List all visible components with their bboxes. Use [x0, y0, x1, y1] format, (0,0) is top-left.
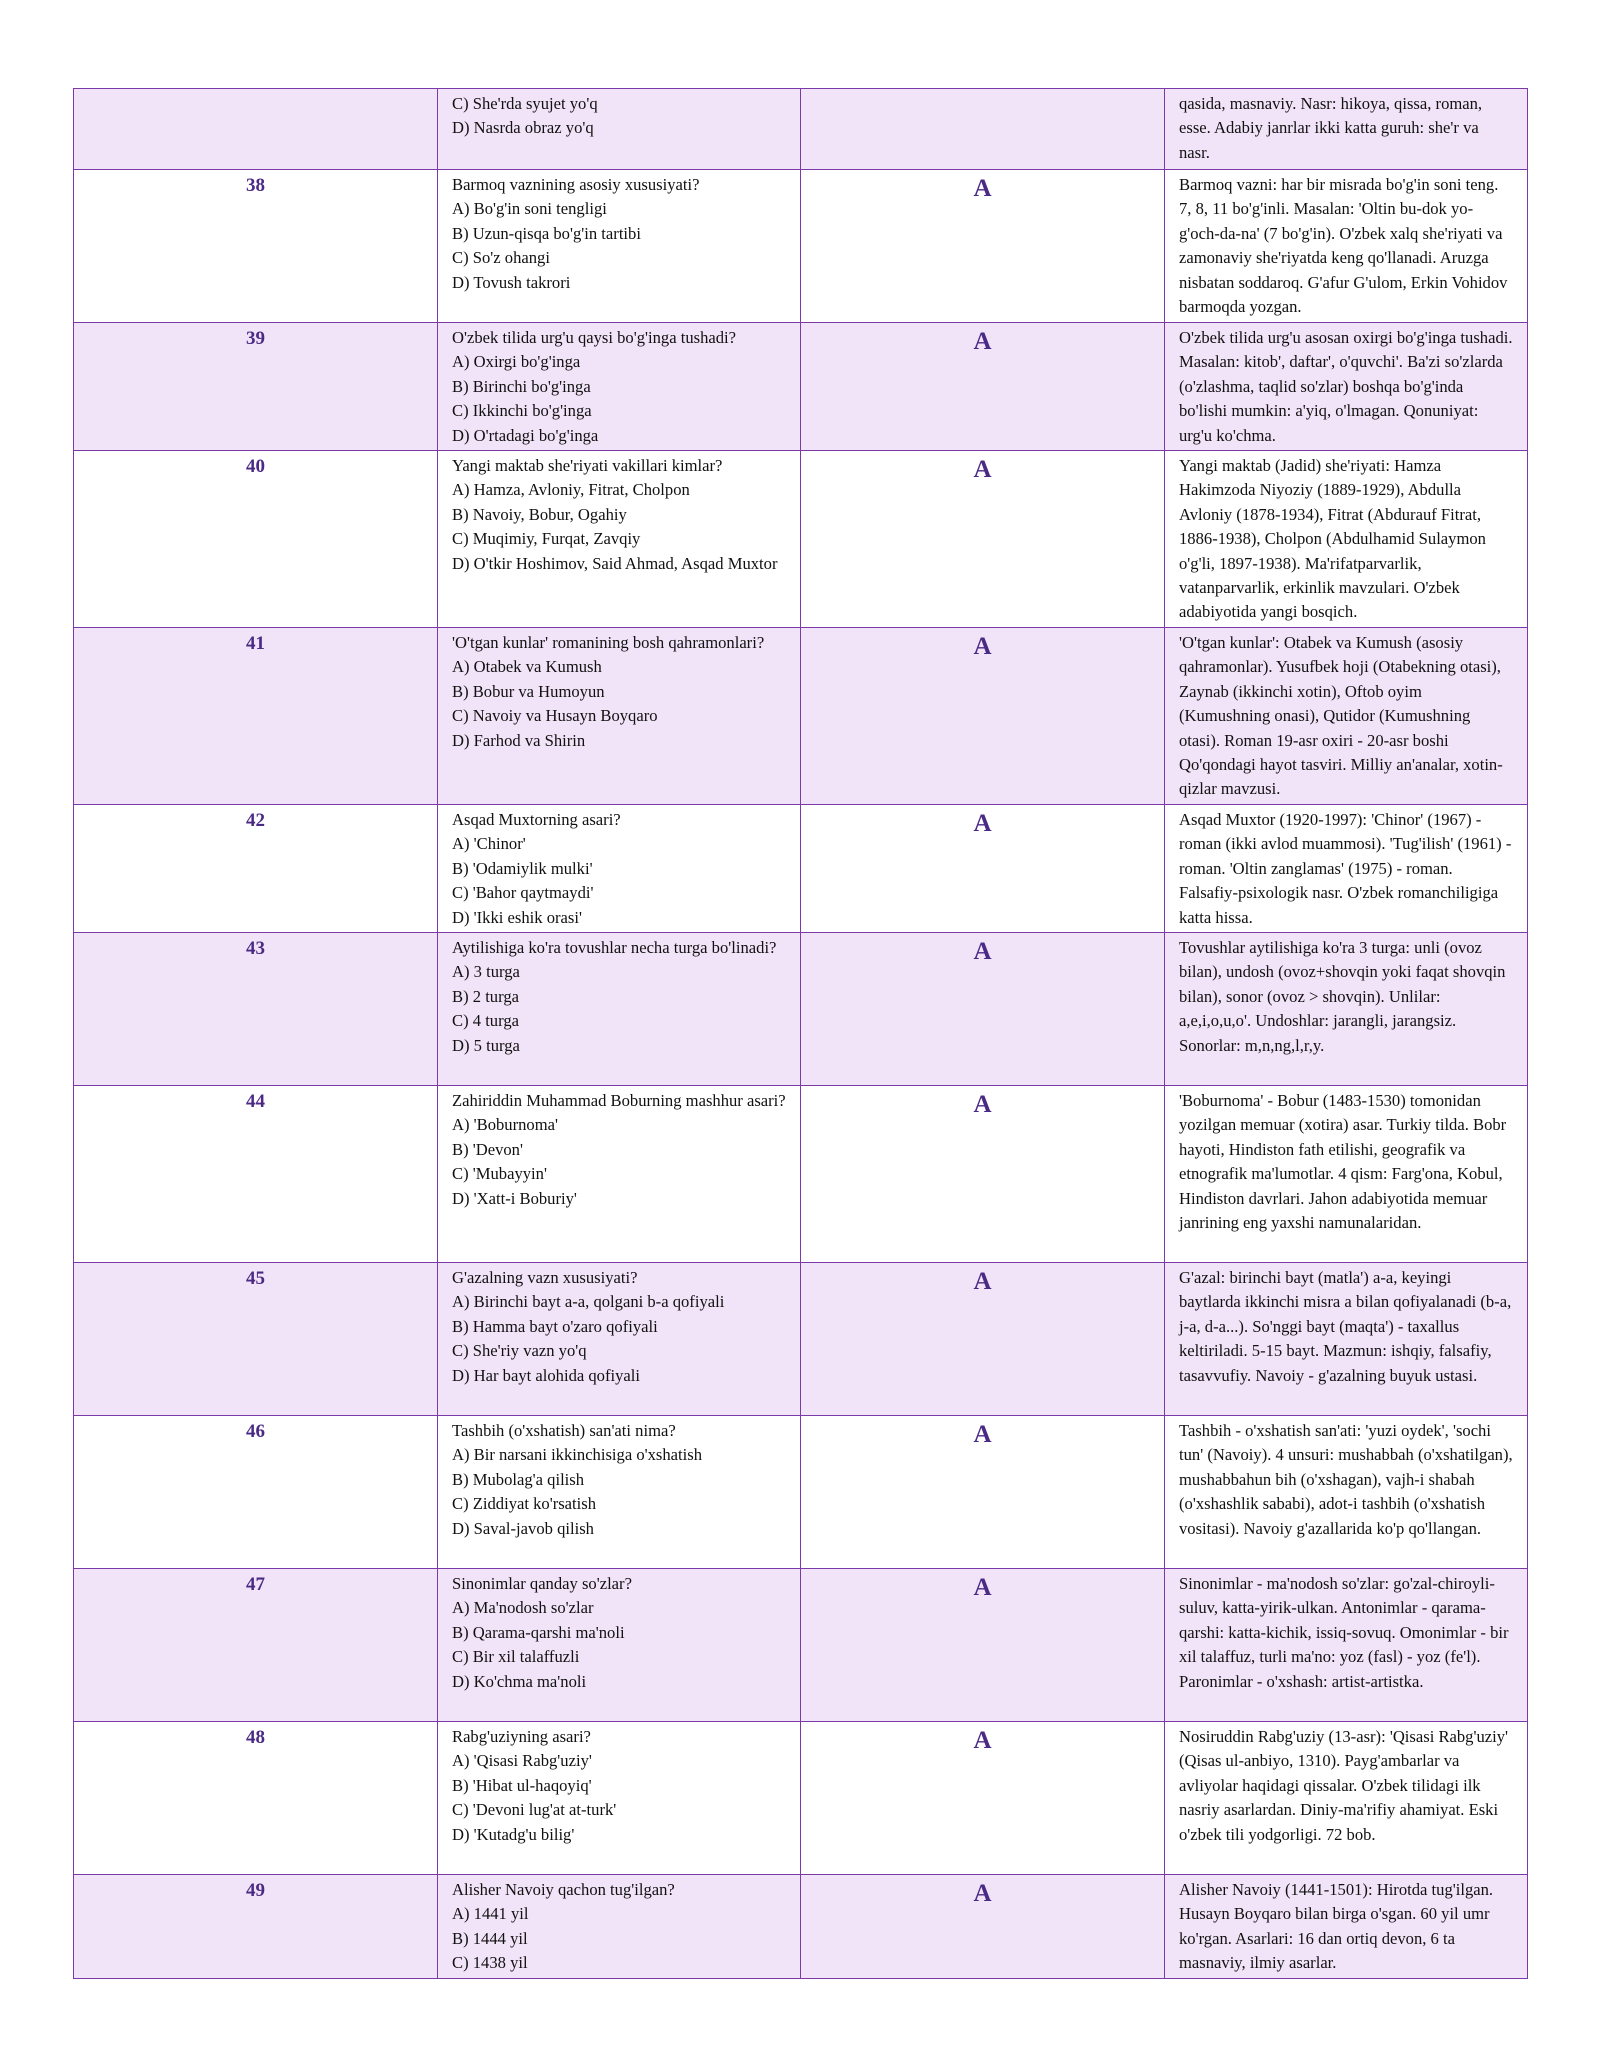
answer-option: C) So'z ohangi — [452, 248, 550, 268]
answer-option: D) Farhod va Shirin — [452, 730, 586, 750]
answer-option: A) Hamza, Avloniy, Fitrat, Cholpon — [452, 480, 690, 500]
correct-answer: A — [801, 1569, 1165, 1722]
correct-answer: A — [801, 1416, 1165, 1569]
answer-option: D) O'tkir Hoshimov, Said Ahmad, Asqad Muxtor — [452, 553, 778, 573]
question-number: 46 — [74, 1416, 438, 1569]
quiz-table — [73, 88, 1528, 1979]
table-row — [74, 1569, 1528, 1722]
answer-option: D) 5 turga — [452, 1035, 520, 1055]
explanation-cell: Barmoq vazni: har bir misrada bo'g'in soni teng. 7, 8, 11 bo'g'inli. Masalan: 'Oltin bu-dok yo-g'och-da-na' (7 bo'g'in). O'zbek xalq she'riyati va zamonaviy she'riyatda keng qo'llanadi. Aruzga nisbatan soddaroq. G'afur G'ulom, Erkin Vohidov barmoqda yozgan. — [1165, 170, 1528, 323]
answer-option: B) Uzun-qisqa bo'g'in tartibi — [452, 223, 641, 243]
question-text: Barmoq vaznining asosiy xususiyati? — [452, 175, 700, 194]
answer-option: A) Bo'g'in soni tengligi — [452, 199, 607, 219]
correct-answer: A — [801, 805, 1165, 933]
question-text: O'zbek tilida urg'u qaysi bo'g'inga tushadi? — [452, 328, 737, 347]
question-text: Yangi maktab she'riyati vakillari kimlar? — [452, 456, 723, 476]
question-number: 41 — [74, 628, 438, 805]
question-text: Asqad Muxtorning asari? — [452, 810, 621, 830]
question-number: 44 — [74, 1086, 438, 1263]
correct-answer: A — [801, 1722, 1165, 1875]
answer-option: A) 'Chinor' — [452, 834, 526, 854]
correct-answer: A — [801, 1875, 1165, 1979]
table-row — [74, 1875, 1528, 1979]
question-text: G'azalning vazn xususiyati? — [452, 1268, 638, 1288]
question-cell — [438, 1875, 801, 1979]
answer-option: C) She'riy vazn yo'q — [452, 1341, 587, 1361]
table-row — [74, 933, 1528, 1086]
table-row — [74, 170, 1528, 323]
explanation-cell: Sinonimlar - ma'nodosh so'zlar: go'zal-chiroyli-suluv, katta-yirik-ulkan. Antonimlar - qarama-qarshi: katta-kichik, issiq-sovuq. Omonimlar - bir xil talaffuz, turli ma'no: yoz (fasl) - yoz (fe'l). Paronimlar - o'xshash: artist-artistka. — [1165, 1569, 1528, 1722]
answer-option: A) 'Boburnoma' — [452, 1115, 558, 1135]
question-cell — [438, 170, 801, 323]
answer-option: B) Qarama-qarshi ma'noli — [452, 1622, 625, 1642]
answer-option: D) 'Ikki eshik orasi' — [452, 907, 582, 927]
answer-option: B) 'Hibat ul-haqoyiq' — [452, 1775, 592, 1795]
question-text: 'O'tgan kunlar' romanining bosh qahramonlari? — [452, 633, 765, 653]
answer-option: A) 3 turga — [452, 962, 520, 982]
question-cell — [438, 1086, 801, 1263]
answer-option: C) 'Devoni lug'at at-turk' — [452, 1800, 617, 1820]
answer-option: C) Bir xil talaffuzli — [452, 1647, 580, 1667]
correct-answer — [801, 89, 1165, 170]
answer-option: A) 'Qisasi Rabg'uziy' — [452, 1751, 592, 1771]
explanation-cell: Nosiruddin Rabg'uziy (13-asr): 'Qisasi Rabg'uziy' (Qisas ul-anbiyo, 1310). Payg'ambarlar va avliyolar haqidagi qissalar. O'zbek tilidagi ilk nasriy asarlardan. Diniy-ma'rifiy ahamiyat. Eski o'zbek tili yodgorligi. 72 bob. — [1165, 1722, 1528, 1875]
answer-option: C) 'Bahor qaytmaydi' — [452, 883, 594, 903]
answer-option: B) Hamma bayt o'zaro qofiyali — [452, 1316, 658, 1336]
answer-option: B) 1444 yil — [452, 1928, 528, 1948]
question-text: Alisher Navoiy qachon tug'ilgan? — [452, 1880, 675, 1900]
question-cell — [438, 1416, 801, 1569]
question-cell — [438, 933, 801, 1086]
answer-option: A) Birinchi bayt a-a, qolgani b-a qofiyali — [452, 1292, 725, 1312]
question-number: 38 — [74, 170, 438, 323]
correct-answer: A — [801, 170, 1165, 323]
explanation-cell: O'zbek tilida urg'u asosan oxirgi bo'g'inga tushadi. Masalan: kitob', daftar', o'quvchi'. Ba'zi so'zlarda (o'zlashma, taqlid so'zlar) boshqa bo'g'inda bo'lishi mumkin: a'yiq, o'lmagan. Qonuniyat: urg'u ko'chma. — [1165, 323, 1528, 451]
question-cell — [438, 1263, 801, 1416]
question-number: 40 — [74, 451, 438, 628]
question-number: 39 — [74, 323, 438, 451]
question-number: 47 — [74, 1569, 438, 1722]
explanation-cell: Alisher Navoiy (1441-1501): Hirotda tug'ilgan. Husayn Boyqaro bilan birga o'sgan. 60 yil umr ko'rgan. Asarlari: 16 dan ortiq devon, 6 ta masnaviy, ilmiy asarlar. — [1165, 1875, 1528, 1979]
question-cell — [438, 1722, 801, 1875]
answer-option: C) She'rda syujet yo'q — [452, 94, 598, 113]
question-number — [74, 89, 438, 170]
explanation-cell: Tashbih - o'xshatish san'ati: 'yuzi oydek', 'sochi tun' (Navoiy). 4 unsuri: mushabbah (o'xshatilgan), mushabbahun bih (o'xshagan), vajh-i shabah (o'xshashlik sababi), adot-i tashbih (o'xshatish vositasi). Navoiy g'azallarida ko'p qo'llangan. — [1165, 1416, 1528, 1569]
correct-answer: A — [801, 628, 1165, 805]
explanation-cell: G'azal: birinchi bayt (matla') a-a, keyingi baytlarda ikkinchi misra a bilan qofiyalanadi (b-a, j-a, d-a...). So'nggi bayt (maqta') - taxallus keltiriladi. 5-15 bayt. Mazmun: ishqiy, falsafiy, tasavvufiy. Navoiy - g'azalning buyuk ustasi. — [1165, 1263, 1528, 1416]
table-row — [74, 805, 1528, 933]
question-number: 42 — [74, 805, 438, 933]
question-text: Aytilishiga ko'ra tovushlar necha turga bo'linadi? — [452, 938, 777, 958]
answer-option: C) 4 turga — [452, 1011, 519, 1031]
answer-option: B) Bobur va Humoyun — [452, 681, 605, 701]
answer-option: D) O'rtadagi bo'g'inga — [452, 425, 599, 445]
explanation-cell: Yangi maktab (Jadid) she'riyati: Hamza Hakimzoda Niyoziy (1889-1929), Abdulla Avloniy (1878-1934), Fitrat (Abdurauf Fitrat, 1886-1938), Cholpon (Abdulhamid Sulaymon o'g'li, 1897-1938). Ma'rifatparvarlik, vatanparvarlik, erkinlik mavzulari. O'zbek adabiyotida yangi bosqich. — [1165, 451, 1528, 628]
table-row — [74, 451, 1528, 628]
answer-option: A) Otabek va Kumush — [452, 657, 602, 677]
question-cell — [438, 323, 801, 451]
answer-option: D) Nasrda obraz yo'q — [452, 118, 594, 138]
explanation-cell: 'Boburnoma' - Bobur (1483-1530) tomonidan yozilgan memuar (xotira) asar. Turkiy tilda. Bobr hayoti, Hindiston fath etilishi, geografik va etnografik ma'lumotlar. 4 qism: Farg'ona, Kobul, Hindiston davrlari. Jahon adabiyotida memuar janrining eng yaxshi namunalaridan. — [1165, 1086, 1528, 1263]
question-cell — [438, 805, 801, 933]
table-row — [74, 1263, 1528, 1416]
table-row — [74, 1086, 1528, 1263]
correct-answer: A — [801, 1263, 1165, 1416]
explanation-cell: qasida, masnaviy. Nasr: hikoya, qissa, roman, esse. Adabiy janrlar ikki katta guruh: she'r va nasr. — [1165, 89, 1528, 170]
answer-option: B) 2 turga — [452, 986, 519, 1006]
answer-option: D) Har bayt alohida qofiyali — [452, 1365, 641, 1385]
question-number: 43 — [74, 933, 438, 1086]
correct-answer: A — [801, 323, 1165, 451]
answer-option: C) 1438 yil — [452, 1953, 528, 1973]
answer-option: D) Tovush takrori — [452, 272, 571, 292]
question-cell — [438, 628, 801, 805]
answer-option: C) Muqimiy, Furqat, Zavqiy — [452, 529, 641, 549]
answer-option: A) Bir narsani ikkinchisiga o'xshatish — [452, 1445, 703, 1465]
question-number: 49 — [74, 1875, 438, 1979]
correct-answer: A — [801, 451, 1165, 628]
correct-answer: A — [801, 1086, 1165, 1263]
explanation-cell: Asqad Muxtor (1920-1997): 'Chinor' (1967) - roman (ikki avlod muammosi). 'Tug'ilish' (1961) - roman. 'Oltin zanglamas' (1975) - roman. Falsafiy-psixologik nasr. O'zbek romanchiligiga katta hissa. — [1165, 805, 1528, 933]
table-row — [74, 1416, 1528, 1569]
answer-option: C) Ziddiyat ko'rsatish — [452, 1494, 597, 1514]
question-text: Tashbih (o'xshatish) san'ati nima? — [452, 1421, 676, 1441]
answer-option: D) 'Kutadg'u bilig' — [452, 1824, 575, 1844]
question-text: Zahiriddin Muhammad Boburning mashhur asari? — [452, 1091, 786, 1111]
question-text: Rabg'uziyning asari? — [452, 1727, 591, 1747]
answer-option: C) Navoiy va Husayn Boyqaro — [452, 706, 658, 726]
table-row — [74, 1722, 1528, 1875]
answer-option: D) 'Xatt-i Boburiy' — [452, 1188, 577, 1208]
answer-option: A) Oxirgi bo'g'inga — [452, 352, 581, 372]
answer-option: A) 1441 yil — [452, 1904, 529, 1924]
answer-option: D) Saval-javob qilish — [452, 1518, 594, 1538]
answer-option: D) Ko'chma ma'noli — [452, 1671, 587, 1691]
question-text: Sinonimlar qanday so'zlar? — [452, 1574, 632, 1594]
answer-option: C) 'Mubayyin' — [452, 1164, 547, 1184]
table-row — [74, 323, 1528, 451]
explanation-cell: Tovushlar aytilishiga ko'ra 3 turga: unli (ovoz bilan), undosh (ovoz+shovqin yoki faqat shovqin bilan), sonor (ovoz > shovqin). Unlilar: a,e,i,o,u,o'. Undoshlar: jarangli, jarangsiz. Sonorlar: m,n,ng,l,r,y. — [1165, 933, 1528, 1086]
answer-option: C) Ikkinchi bo'g'inga — [452, 401, 592, 421]
question-cell — [438, 1569, 801, 1722]
answer-option: B) 'Odamiylik mulki' — [452, 858, 593, 878]
quiz-table-body — [74, 89, 1528, 1979]
correct-answer: A — [801, 933, 1165, 1086]
table-row — [74, 628, 1528, 805]
answer-option: B) Birinchi bo'g'inga — [452, 376, 591, 396]
answer-option: B) Mubolag'a qilish — [452, 1469, 585, 1489]
answer-option: B) 'Devon' — [452, 1139, 523, 1159]
question-cell — [438, 89, 801, 170]
question-number: 45 — [74, 1263, 438, 1416]
answer-option: A) Ma'nodosh so'zlar — [452, 1598, 594, 1618]
question-number: 48 — [74, 1722, 438, 1875]
question-cell — [438, 451, 801, 628]
explanation-cell: 'O'tgan kunlar': Otabek va Kumush (asosiy qahramonlar). Yusufbek hoji (Otabekning otasi), Zaynab (ikkinchi xotin), Oftob oyim (Kumushning onasi), Qutidor (Kumushning otasi). Roman 19-asr oxiri - 20-asr boshi Qo'qondagi hayot tasviri. Milliy an'analar, xotin-qizlar mavzusi. — [1165, 628, 1528, 805]
table-row — [74, 89, 1528, 170]
answer-option: B) Navoiy, Bobur, Ogahiy — [452, 504, 627, 524]
